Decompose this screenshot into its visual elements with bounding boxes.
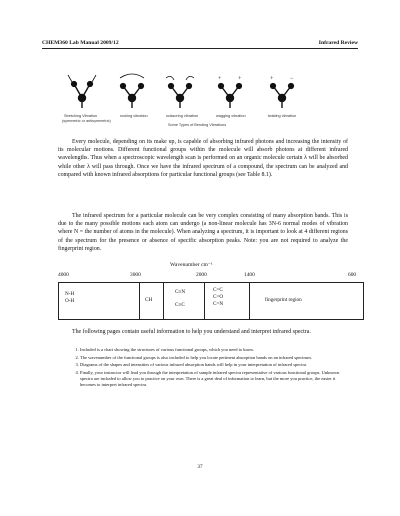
info-list (70, 347, 348, 390)
tick-3000: 3000 (130, 272, 141, 278)
rocking-molecule (120, 74, 144, 108)
tick-600: 600 (348, 272, 357, 278)
label-stretching: Stretching Vibration (64, 114, 98, 118)
cc-double-label: C=C (213, 287, 223, 293)
vibration-diagram (60, 62, 340, 132)
cn-triple-label: C≡N (175, 289, 186, 295)
region-fingerprint: fingerprint region (265, 297, 302, 303)
tick-4000: 4000 (58, 272, 69, 278)
wavenumber-label: Wavenumber cm⁻¹ (170, 262, 213, 268)
cc-triple-label: C≡C (175, 302, 185, 308)
region-double (213, 287, 223, 308)
paragraph-1 (58, 138, 348, 179)
label-scissoring: scissoring vibration (166, 114, 199, 118)
list-item: 2. The wavenumber of the functional groups is also included to help you locate pertinent absorption bands on an infrared spectrum. (80, 355, 348, 361)
svg-text:+: + (238, 76, 242, 82)
divider-2 (163, 283, 164, 319)
paragraph-3-text: The following pages contain useful information to help you understand and interpret infrared spectra. (72, 329, 311, 335)
oh-label: O-H (65, 298, 75, 304)
label-stretching-sub: (symmetric or antisymmetric) (62, 119, 111, 123)
paragraph-2 (58, 212, 348, 253)
svg-text:+: + (270, 76, 274, 82)
divider-3 (204, 283, 205, 319)
page-number: 37 (197, 464, 203, 470)
paragraph-1-text: Every molecule, depending on its make up, is capable of absorbing infrared photons and increasing the intensity of its molecular motions. Different functional groups within the molecule will absorb photons at different infrared wavelengths. Thus when a spectroscopic wavelength scan is performed on an organic molecule certain λ will be absorbed while other λ will pass through. Once we have the infrared spectrum of a compound, the spectrum can be analyzed and compared with known infrared absorptions for particular functional groups (see Table 8.1). (58, 139, 348, 178)
header-left: CHEM360 Lab Manual 2009/12 (42, 40, 119, 46)
region-nh-oh (65, 291, 74, 305)
figure-caption: Some Types of Bending Vibrations (168, 123, 227, 127)
paragraph-2-text: The infrared spectrum for a particular molecule can be very complex consisting of many absorption bands. This is due to the many possible motions each atom can undergo (a non-linear molecule has 3N-6 normal modes of vibration where N = the number of atoms in the molecule). When analyzing a spectrum, it is important to look at 4 different regions of the spectrum for the presence or absence of specific absorption peaks. Note: you are not required to analyze the fingerprint region. (58, 213, 348, 252)
label-rocking: rocking vibration (120, 114, 148, 118)
cn-double-label: C=N (213, 301, 224, 307)
list-item: 3. Diagrams of the shapes and intensities of various infrared absorption bands will help in your interpretation of infrared spectra. (80, 362, 348, 368)
wagging-molecule (218, 76, 242, 108)
vibration-figure (60, 62, 340, 132)
region-triple (175, 289, 185, 309)
tick-2000: 2000 (196, 272, 207, 278)
svg-text:+: + (218, 76, 222, 82)
divider-1 (139, 283, 140, 319)
list-item: 1. Included is a chart showing the structures of various functional groups, which you need to know. (80, 347, 348, 353)
svg-text:−: − (290, 76, 294, 82)
label-wagging: wagging vibration (216, 114, 246, 118)
twisting-molecule (270, 76, 294, 108)
divider-4 (249, 283, 250, 319)
list-item: 4. Finally, your instructor will lead you through the interpretation of sample infrared spectra representative of various functional groups. Unknown spectra are included to allow you to practice on your own. There is a great deal of information to learn, but the more you practice, the easier it becomes to interpret infrared spectra. (80, 370, 348, 389)
region-ch: CH (145, 297, 153, 303)
label-twisting: twisting vibration (268, 114, 297, 118)
paragraph-3 (58, 328, 348, 336)
header-right: Infrared Review (318, 40, 358, 46)
tick-1400: 1400 (244, 272, 255, 278)
nh-label: N-H (65, 291, 75, 297)
stretching-molecule (68, 75, 96, 108)
page-header (42, 40, 358, 49)
scissoring-molecule (166, 76, 194, 108)
co-double-label: C=O (213, 294, 224, 300)
ir-regions-table (58, 282, 364, 320)
wavenumber-scale (58, 272, 362, 280)
